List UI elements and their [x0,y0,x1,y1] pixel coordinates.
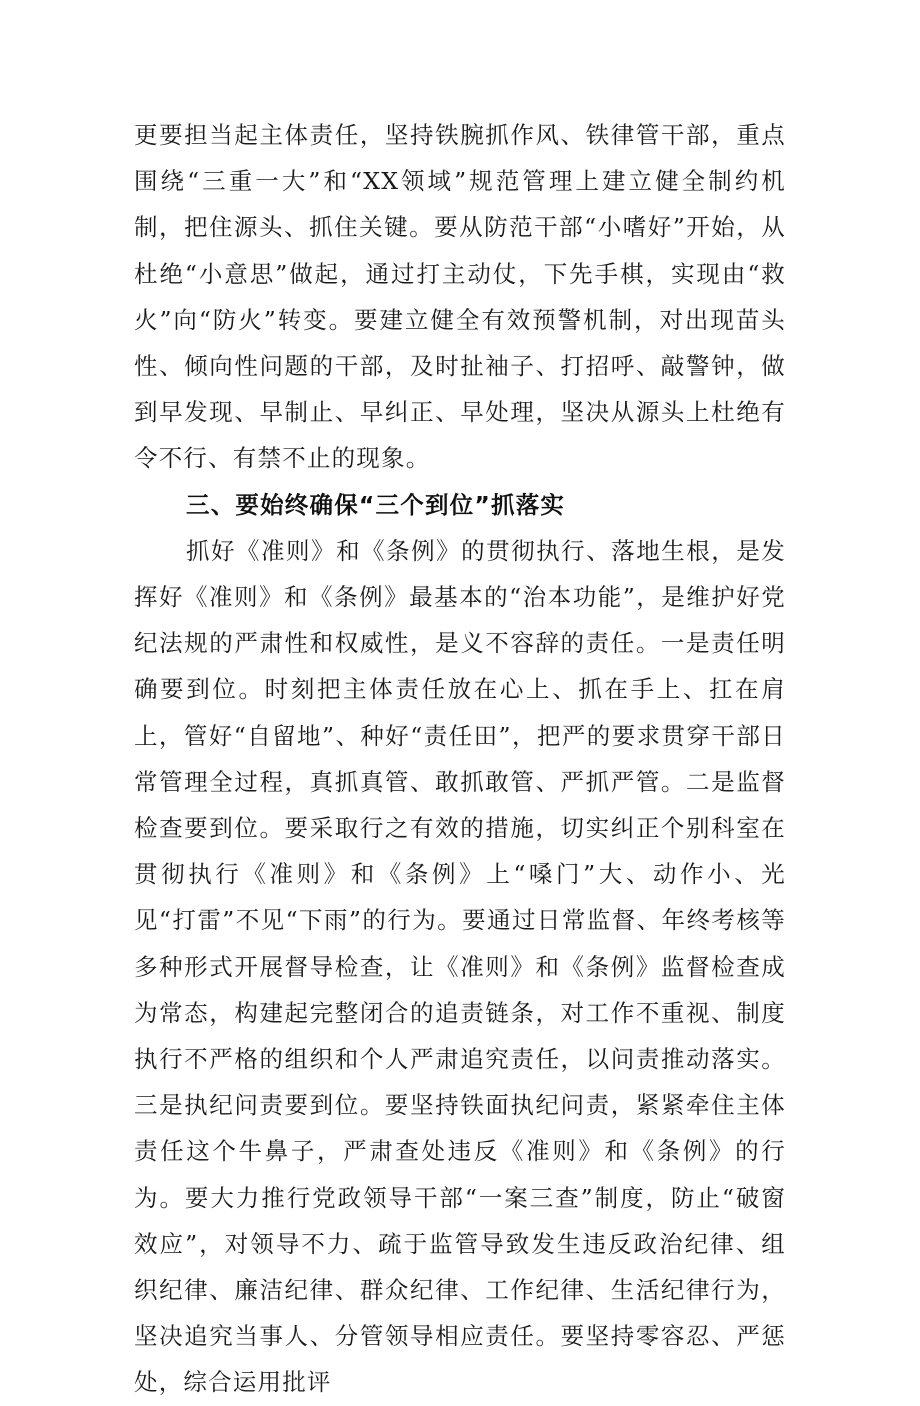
paragraph-continuation: 更要担当起主体责任，坚持铁腕抓作风、铁律管干部，重点围绕“三重一大”和“XX领域”规范管理上建立健全制约机制，把住源头、抓住关键。要从防范干部“小嗜好”开始，从杜绝“小意思”做起，通过打主动仗，下先手棋，实现由“救火”向“防火”转变。要建立健全有效预警机制，对出现苗头性、倾向性问题的干部，及时扯袖子、打招呼、敲警钟，做到早发现、早制止、早纠正、早处理，坚决从源头上杜绝有令不行、有禁不止的现象。 [134,121,786,473]
section-heading-three: 三、要始终确保“三个到位”抓落实 [186,490,566,519]
paragraph-section-three: 抓好《准则》和《条例》的贯彻执行、落地生根，是发挥好《准则》和《条例》最基本的“治本功能”，是维护好党纪法规的严肃性和权威性，是义不容辞的责任。一是责任明确要到位。时刻把主体责任放在心上、抓在手上、扛在肩上，管好“自留地”、种好“责任田”，把严的要求贯穿干部日常管理全过程，真抓真管、敢抓敢管、严抓严管。二是监督检查要到位。要采取行之有效的措施，切实纠正个别科室在贯彻执行《准则》和《条例》上“嗓门”大、动作小、光见“打雷”不见“下雨”的行为。要通过日常监督、年终考核等多种形式开展督导检查，让《准则》和《条例》监督检查成为常态，构建起完整闭合的追责链条，对工作不重视、制度执行不严格的组织和个人严肃追究责任，以问责推动落实。三是执纪问责要到位。要坚持铁面执纪问责，紧紧牵住主体责任这个牛鼻子，严肃查处违反《准则》和《条例》的行为。要大力推行党政领导干部“一案三查”制度，防止“破窗效应”，对领导不力、疏于监管导致发生违反政治纪律、组织纪律、廉洁纪律、群众纪律、工作纪律、生活纪律行为，坚决追究当事人、分管领导相应责任。要坚持零容忍、严惩处，综合运用批评 [134,536,786,1397]
document-body [134,112,786,1406]
